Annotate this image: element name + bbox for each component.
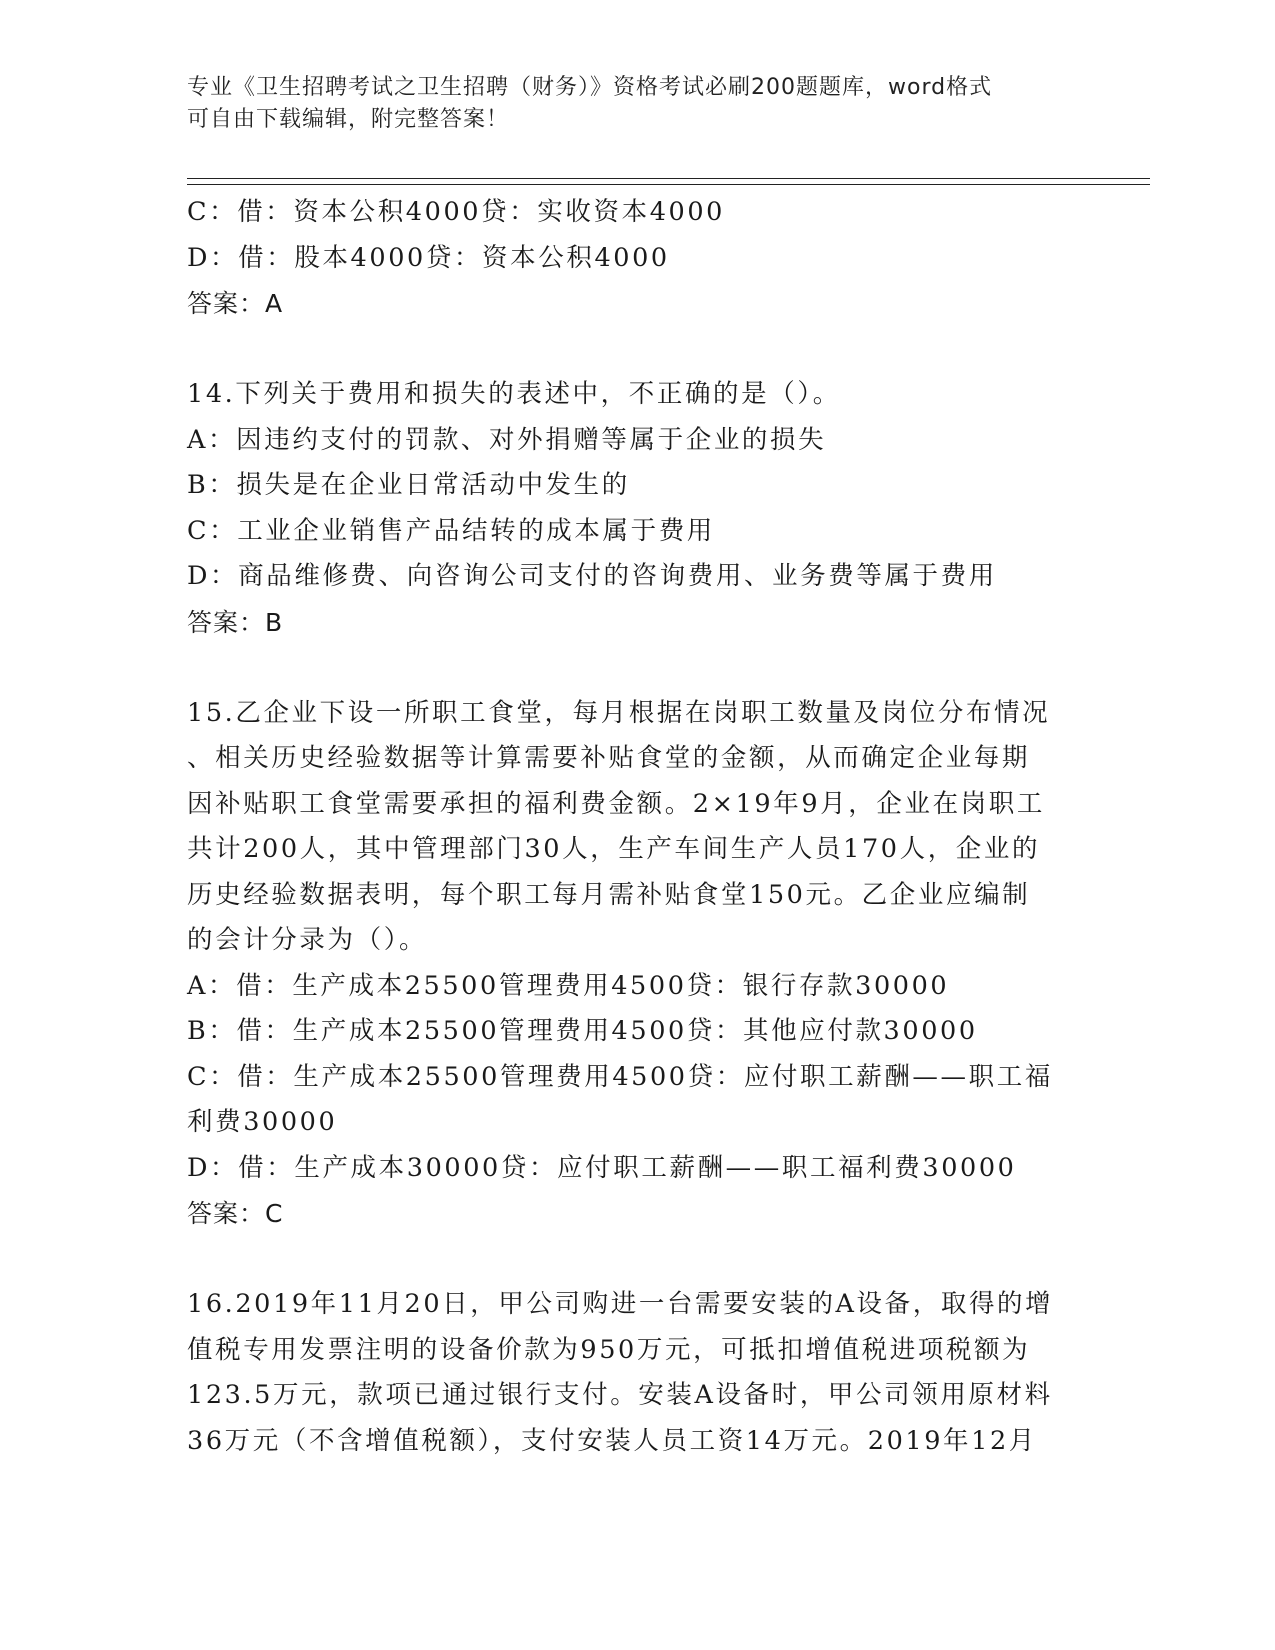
question-stem-line: 、相关历史经验数据等计算需要补贴食堂的金额，从而确定企业每期 [187,743,1031,773]
header-title-line-1: 专业《卫生招聘考试之卫生招聘（财务）》资格考试必刷200题题库，word格式 [187,75,993,100]
spacer [187,645,1087,691]
option-c-line: 利费30000 [187,1107,338,1137]
answer: 答案：B [187,607,284,637]
question-stem-line: 值税专用发票注明的设备价款为950万元，可抵扣增值税进项税额为 [187,1334,1031,1365]
spacer [187,1237,1087,1283]
question-15 [187,691,1087,1237]
option-c: C：借：资本公积4000贷：实收资本4000 [187,197,726,227]
question-13 [187,190,1087,327]
question-stem-line: 的会计分录为（）。 [187,925,428,955]
question-stem-line: 因补贴职工食堂需要承担的福利费金额。2×19年9月，企业在岗职工 [187,788,1045,819]
option-d: D：借：股本4000贷：资本公积4000 [187,242,670,273]
question-stem-line: 15.乙企业下设一所职工食堂，每月根据在岗职工数量及岗位分布情况 [187,697,1051,728]
question-stem-line: 123.5万元，款项已通过银行支付。安装A设备时，甲公司领用原材料 [187,1380,1053,1410]
header-title-line-2: 可自由下载编辑，附完整答案！ [187,107,510,132]
question-stem-line: 共计200人，其中管理部门30人，生产车间生产人员170人，企业的 [187,834,1041,864]
question-stem: 14.下列关于费用和损失的表述中，不正确的是（）。 [187,379,841,409]
option-a: A：借：生产成本25500管理费用4500贷：银行存款30000 [187,970,950,1001]
option-a: A：因违约支付的罚款、对外捐赠等属于企业的损失 [187,424,827,455]
answer: 答案：A [187,289,284,318]
page-header [187,72,1067,136]
answer: 答案：C [187,1199,284,1228]
question-stem-line: 36万元（不含增值税额），支付安装人员工资14万元。2019年12月 [187,1425,1037,1456]
question-stem-line: 16.2019年11月20日，甲公司购进一台需要安装的A设备，取得的增 [187,1289,1054,1319]
header-divider-bottom [187,184,1150,185]
question-16 [187,1282,1087,1464]
option-c-line: C：借：生产成本25500管理费用4500贷：应付职工薪酬——职工福 [187,1061,1053,1092]
header-divider-top [187,178,1150,179]
option-b: B：损失是在企业日常活动中发生的 [187,470,630,500]
option-b: B：借：生产成本25500管理费用4500贷：其他应付款30000 [187,1016,978,1046]
question-14 [187,372,1087,645]
option-d: D：借：生产成本30000贷：应付职工薪酬——职工福利费30000 [187,1152,1017,1183]
option-c: C：工业企业销售产品结转的成本属于费用 [187,515,715,546]
question-content [187,190,1087,1464]
spacer [187,327,1087,373]
question-stem-line: 历史经验数据表明，每个职工每月需补贴食堂150元。乙企业应编制 [187,879,1031,910]
option-d: D：商品维修费、向咨询公司支付的咨询费用、业务费等属于费用 [187,561,997,591]
